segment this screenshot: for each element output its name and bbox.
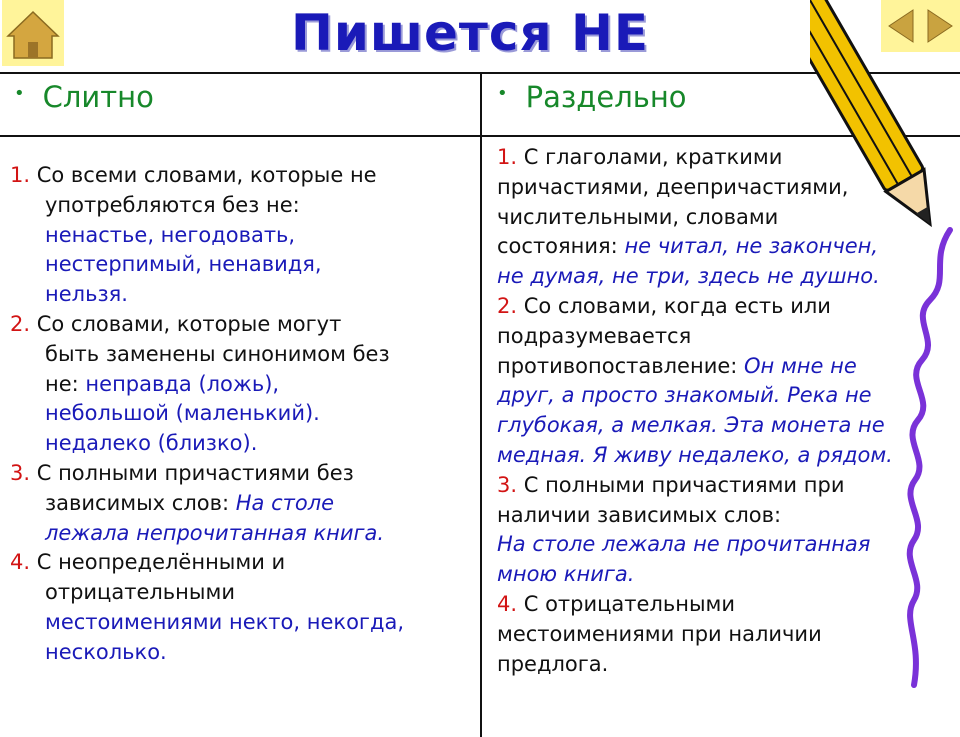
right-column-heading <box>497 80 687 114</box>
rule-text: Со словами, которые могут <box>36 311 342 336</box>
rule-example: глубокая, а мелкая. Эта монета не <box>497 413 885 438</box>
rule-number: 3. <box>497 472 518 497</box>
rule-item <box>10 310 470 459</box>
rule-text: зависимых слов: <box>45 490 230 515</box>
rule-example: нестерпимый, ненавидя, <box>45 252 322 277</box>
rule-text: С полными причастиями без <box>36 460 354 485</box>
rule-example: мною книга. <box>497 562 635 587</box>
left-column-heading <box>14 80 154 114</box>
rule-example: не думая, не три, здесь не душно. <box>497 264 880 289</box>
bullet-icon: • <box>497 83 508 104</box>
rule-number: 4. <box>10 550 31 575</box>
rule-example: небольшой (маленький). <box>45 401 320 426</box>
rule-text: не: <box>45 371 79 396</box>
rule-text: местоимениями при наличии <box>497 621 822 646</box>
rule-example: неправда (ложь), <box>85 371 280 396</box>
rule-text: противопоставление: <box>497 353 738 378</box>
rule-example: нельзя. <box>45 282 128 307</box>
rule-item <box>10 161 470 310</box>
rule-text: С неопределёнными и <box>36 550 286 575</box>
rule-number: 2. <box>10 311 31 336</box>
rule-example: лежала непрочитанная книга. <box>45 520 385 545</box>
rule-example: Он мне не <box>744 353 857 378</box>
rule-text: С отрицательными <box>523 591 736 616</box>
rule-number: 2. <box>497 293 518 318</box>
rule-example: На столе лежала не прочитанная <box>497 532 871 557</box>
left-column <box>10 161 470 668</box>
pencil-icon <box>810 0 960 700</box>
rule-number: 1. <box>10 163 31 187</box>
rule-text: предлога. <box>497 651 609 676</box>
rule-number: 1. <box>497 145 518 169</box>
rule-text: наличии зависимых слов: <box>497 502 782 527</box>
bullet-icon: • <box>14 83 25 104</box>
rule-text: употребляются без не: <box>45 192 300 217</box>
rule-item <box>10 548 470 667</box>
rule-example: не читал, не закончен, <box>624 234 879 259</box>
rule-text: подразумевается <box>497 323 692 348</box>
rule-text: Со словами, когда есть или <box>523 293 831 318</box>
rule-number: 3. <box>10 460 31 485</box>
rule-example: На столе <box>235 490 335 515</box>
rule-text: С полными причастиями при <box>523 472 845 497</box>
right-heading-text: Раздельно <box>525 80 687 114</box>
rule-text: состояния: <box>497 234 618 259</box>
rule-example: недалеко (близко). <box>45 431 258 456</box>
rule-example: медная. Я живу недалеко, а рядом. <box>497 442 893 467</box>
rule-text: С глаголами, краткими <box>523 145 783 169</box>
rule-example: несколько. <box>45 639 167 664</box>
squiggle-line <box>910 230 950 685</box>
page-title: Пишется НЕ <box>290 4 650 62</box>
rule-text: причастиями, деепричастиями, <box>497 174 849 199</box>
column-divider <box>480 72 482 737</box>
left-heading-text: Слитно <box>42 80 154 114</box>
rule-example: местоимениями некто, некогда, <box>45 609 405 634</box>
rule-text: быть заменены синонимом без <box>45 341 390 366</box>
rule-example: друг, а просто знакомый. Река не <box>497 383 872 408</box>
rule-number: 4. <box>497 591 518 616</box>
rule-example: ненастье, негодовать, <box>45 222 296 247</box>
rule-text: Со всеми словами, которые не <box>36 163 377 187</box>
rule-text: отрицательными <box>45 580 235 605</box>
rule-text: числительными, словами <box>497 204 779 229</box>
rule-item <box>10 459 470 548</box>
